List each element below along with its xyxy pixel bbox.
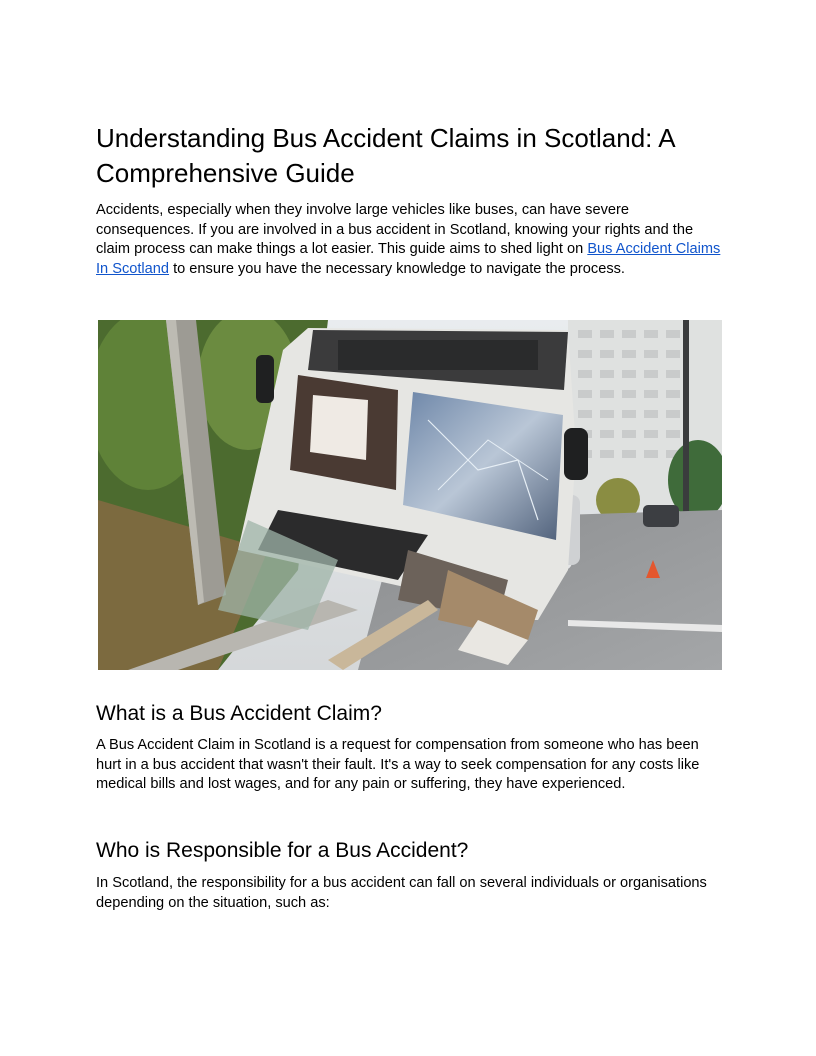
section-heading-what-is-claim: What is a Bus Accident Claim? [96, 702, 382, 725]
section-heading-who-is-responsible: Who is Responsible for a Bus Accident? [96, 839, 469, 862]
intro-text-start: Accidents, especially when they involve large vehicles like buses, can have severe consequences. If you are involved in a bus accident in Scotland, knowing your rights and the claim process can make things a lot easier. This guide aims to shed light on [96, 202, 694, 258]
bus-accident-claims-link[interactable]: Bus Accident Claims In Scotland [96, 241, 721, 277]
intro-paragraph [96, 201, 722, 279]
page-title: Understanding Bus Accident Claims in Scotland: A Comprehensive Guide [96, 123, 675, 188]
section-body-what-is-claim: A Bus Accident Claim in Scotland is a request for compensation from someone who has been hurt in a bus accident that wasn't their fault. It's a way to seek compensation for any costs like medical bills and lost wages, and for any pain or suffering, they have experienced. [96, 737, 700, 793]
intro-text-end: to ensure you have the necessary knowledge to navigate the process. [169, 260, 625, 277]
section-body-who-is-responsible: In Scotland, the responsibility for a bus accident can fall on several individuals or organisations depending on the situation, such as: [96, 875, 707, 911]
bus-accident-photo [98, 320, 722, 670]
